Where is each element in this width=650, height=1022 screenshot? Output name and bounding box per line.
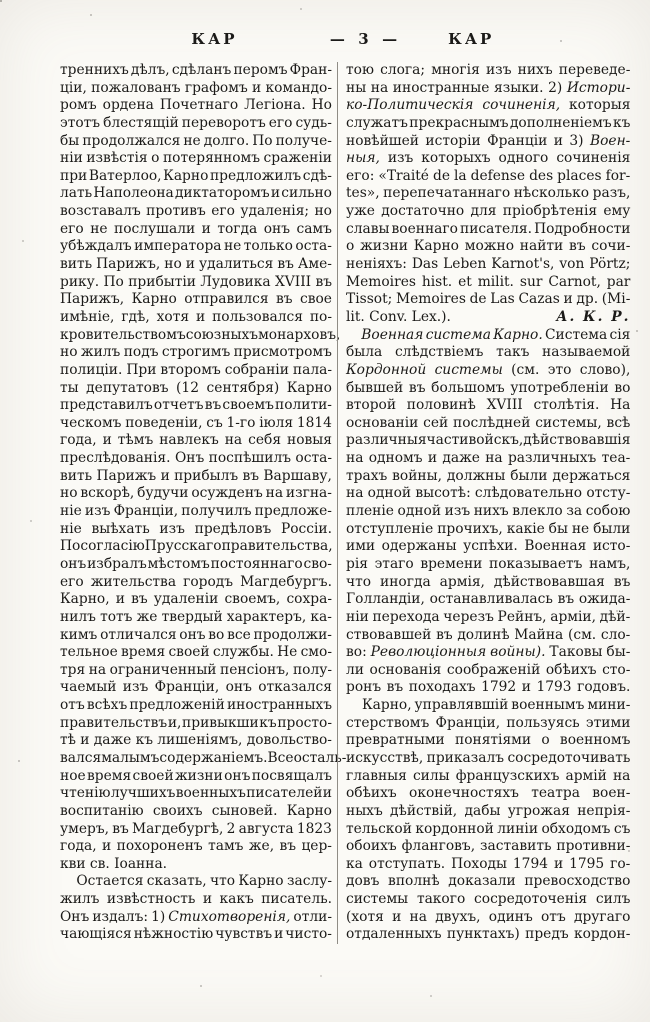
text-line: ромъ ордена Почетнаго Легіона. Но: [60, 97, 332, 114]
author-initials: А. К. Р.: [556, 308, 631, 325]
text-line: тельской кордонной линіи обходомъ съ: [346, 820, 631, 837]
text-line: Онъ издалъ: 1) Стихотворенія, отли-: [60, 908, 332, 925]
text-line: ныя, изъ которыхъ одного сочиненія: [346, 150, 631, 167]
text-line: кимъ отличался онъ во все продолжи-: [60, 626, 332, 643]
text-line: ціи, пожалованъ графомъ и командо-: [60, 79, 332, 96]
text-line: была слѣдствіемъ такъ называемой: [346, 344, 631, 361]
text-line: главныя силы французскихъ армій на: [346, 767, 631, 784]
text-line: искусствѣ, приказалъ сосредоточивать: [346, 749, 631, 766]
page-header: [0, 30, 650, 50]
text-line: обоихъ фланговъ, заставить противни-: [346, 838, 631, 855]
text-line: второй половинѣ XVIII столѣтія. На: [346, 397, 631, 414]
text-line: служатъ прекраснымъ дополненіемъ къ: [346, 114, 631, 131]
text-line: его: «Traité de la defense des places for-: [346, 167, 631, 184]
text-line: ронъ въ походахъ 1792 и 1793 годовъ.: [346, 679, 631, 696]
text-line: Военная система Карно. Система сія: [361, 326, 631, 343]
text-line: ное время своей жизни онъ посвящалъ: [60, 767, 332, 784]
text-line: но жилъ подъ строгимъ присмотромъ: [60, 344, 332, 361]
text-line: во: Революціонныя войны). Таковы бы-: [346, 644, 631, 661]
text-line: представилъ отчетъ въ своемъ полити-: [60, 397, 332, 414]
text-line: рику. По прибытіи Лудовика XVIII въ: [60, 273, 332, 290]
text-line: tes», перепечатаннаго нѣсколько разъ,: [346, 185, 631, 202]
text-line: Tissot; Memoires de Las Cazas и др. (Mi-: [346, 291, 631, 308]
text-line: ствовавшей въ долинѣ Майна (см. сло-: [346, 626, 631, 643]
text-line: Кордонной системы (см. это слово),: [346, 361, 631, 378]
text-line: бывшей въ большомъ употребленіи во: [346, 379, 631, 396]
text-line: тѣ и даже къ лишеніямъ, довольство-: [60, 732, 332, 749]
text-line: ты депутатовъ (12 сентября) Карно: [60, 379, 332, 396]
scan-noise: [0, 0, 2, 2]
text-columns: [60, 62, 631, 944]
text-line: отступленіе прочихъ, какіе бы не были: [346, 520, 631, 537]
text-line: уже достаточно для пріобрѣтенія ему: [346, 203, 631, 220]
text-line: тря на ограниченный пенсіонъ, полу-: [60, 661, 332, 678]
text-line: пленіе одной изъ нихъ влекло за собою: [346, 503, 631, 520]
text-line: отъ всѣхъ предложеній иностранныхъ: [60, 697, 332, 714]
text-line: ніи извѣстія о потерянномъ сраженіи: [60, 150, 332, 167]
text-line: lit. Conv. Lex.). А. К. Р.: [346, 308, 631, 325]
text-line: неніяхъ: Das Leben Karnot's, von Pörtz;: [346, 256, 631, 273]
text-line: Карно, и въ удаленіи своемъ, сохра-: [60, 591, 332, 608]
text-line: бы продолжался не долго. По получе-: [60, 132, 332, 149]
text-line: чаемый изъ Франціи, онъ отказался: [60, 679, 332, 696]
text-line: вался малымъ содержаніемъ. Все осталь-: [60, 749, 347, 766]
text-line: основаніи сей послѣдней системы, всѣ: [346, 414, 631, 431]
text-line: лать Наполеона диктаторомъ и сильно: [60, 185, 332, 202]
text-line: Остается сказать, что Карно заслу-: [76, 873, 332, 890]
text-line: на одномъ и даже на различныхъ теа-: [346, 450, 631, 467]
text-line: онъ избралъ мѣстомъ постояннаго сво-: [60, 555, 332, 572]
text-line: нилъ тотъ же твердый характеръ, ка-: [60, 608, 332, 625]
text-column-right: [337, 62, 630, 944]
text-line: По согласію Прусскаго правительства,: [60, 538, 333, 555]
text-line: возставалъ противъ его удаленія; но: [60, 203, 332, 220]
text-line: ка отступать. Походы 1794 и 1795 го-: [346, 855, 631, 872]
text-line: отдаленныхъ пунктахъ) предъ кордон-: [346, 926, 631, 943]
text-line: о жизни Карно можно найти въ сочи-: [346, 238, 631, 255]
text-line: стерствомъ Франціи, пользуясь этими: [346, 714, 631, 731]
text-line: тою слога; многія изъ нихъ переведе-: [346, 62, 631, 78]
text-line: ніи перехода черезъ Рейнъ, арміи, дѣй-: [346, 608, 631, 625]
text-line: треннихъ дѣлъ, сдѣланъ перомъ Фран-: [60, 62, 332, 78]
text-line: имѣніе, гдѣ, хотя и пользовался по-: [60, 308, 332, 325]
text-line: года, и похороненъ тамъ же, въ цер-: [60, 838, 332, 855]
text-line: жилъ извѣстность и какъ писатель.: [60, 891, 332, 908]
text-line: ніе выѣхать изъ предѣловъ Россіи.: [60, 520, 332, 537]
text-column-left: [60, 62, 347, 944]
text-line: но вскорѣ, будучи осужденъ на изгна-: [60, 485, 332, 502]
text-line: года, и тѣмъ навлекъ на себя новыя: [60, 432, 332, 449]
text-line: новѣйшей исторіи Франціи и 3) Воен-: [346, 132, 631, 149]
text-line: довъ вполнѣ доказали превосходство: [346, 873, 631, 890]
text-line: убѣждалъ императора не только оста-: [60, 238, 332, 255]
text-line: его не послушали и тогда онъ самъ: [60, 220, 332, 237]
page-number: — 3 —: [329, 30, 399, 48]
text-line: ніе изъ Франціи, получилъ предложе-: [60, 503, 332, 520]
text-line: его жительства городъ Магдебургъ.: [60, 573, 332, 590]
text-line: Голландіи, останавливалась въ ожида-: [346, 591, 631, 608]
text-line: Карно, управлявшій военнымъ мини-: [361, 697, 631, 714]
text-line: ческомъ поведеніи, съ 1-го іюля 1814: [60, 414, 332, 431]
text-line: чающіяся нѣжностію чувствъ и чисто-: [60, 926, 332, 943]
text-line: ко-Политическія сочиненія, которыя: [346, 97, 631, 114]
text-line: тельное время своей службы. Не смо-: [60, 644, 332, 661]
text-line: рія этаго времени показываетъ намъ,: [346, 555, 631, 572]
text-line: обѣихъ оконечностяхъ театра воен-: [346, 785, 631, 802]
text-line: правительствъ и, привыкши къ просто-: [60, 714, 332, 731]
text-line: умеръ, въ Магдебургѣ, 2 августа 1823: [60, 820, 332, 837]
text-line: Memoires hist. et milit. sur Carnot, par: [346, 273, 631, 290]
text-line: Парижъ, Карно отправился въ свое: [60, 291, 332, 308]
text-line: ли основанія соображеній обѣихъ сто-: [346, 661, 631, 678]
text-line: полиціи. При второмъ собраніи пала-: [60, 361, 332, 378]
text-line: чтенію лучшихъ военныхъ писателей и: [60, 785, 332, 802]
text-line: ныхъ дѣйствій, дабы угрожая непрія-: [346, 802, 631, 819]
text-line: (хотя и на двухъ, одинъ отъ другаго: [346, 908, 631, 925]
text-line: вить Парижъ и прибылъ въ Варшаву,: [60, 467, 332, 484]
text-line: на одной высотѣ: слѣдовательно отсту-: [346, 485, 631, 502]
text-line: превратными понятіями о военномъ: [346, 732, 631, 749]
text-line: трахъ войны, должны были держаться: [346, 467, 631, 484]
text-line: вить Парижъ, но и удалиться въ Аме-: [60, 256, 332, 273]
text-line: кви св. Іоанна.: [60, 855, 168, 872]
text-line: кровительствомъ союзныхъ монарховъ,: [60, 326, 341, 343]
running-title-right: КАР: [448, 30, 495, 48]
text-line: воспитанію своихъ сыновей. Карно: [60, 802, 332, 819]
text-line: ими одержаны успѣхи. Военная исто-: [346, 538, 631, 555]
running-title-left: КАР: [191, 30, 238, 48]
text-line: этотъ блестящій переворотъ его судь-: [60, 114, 332, 131]
text-line: преслѣдованія. Онъ поспѣшилъ оста-: [60, 450, 332, 467]
text-line: ны на иностранные языки. 2) Истори-: [346, 79, 631, 96]
text-line: при Ватерлоо, Карно предложилъ сдѣ-: [60, 167, 332, 184]
text-line: что иногда армія, дѣйствовавшая въ: [346, 573, 631, 590]
text-line: системы такого сосредоточенія силъ: [346, 891, 631, 908]
text-line: славы военнаго писателя. Подробности: [346, 220, 631, 237]
text-line: различныя части войскъ, дѣйствовавшія: [346, 432, 631, 449]
